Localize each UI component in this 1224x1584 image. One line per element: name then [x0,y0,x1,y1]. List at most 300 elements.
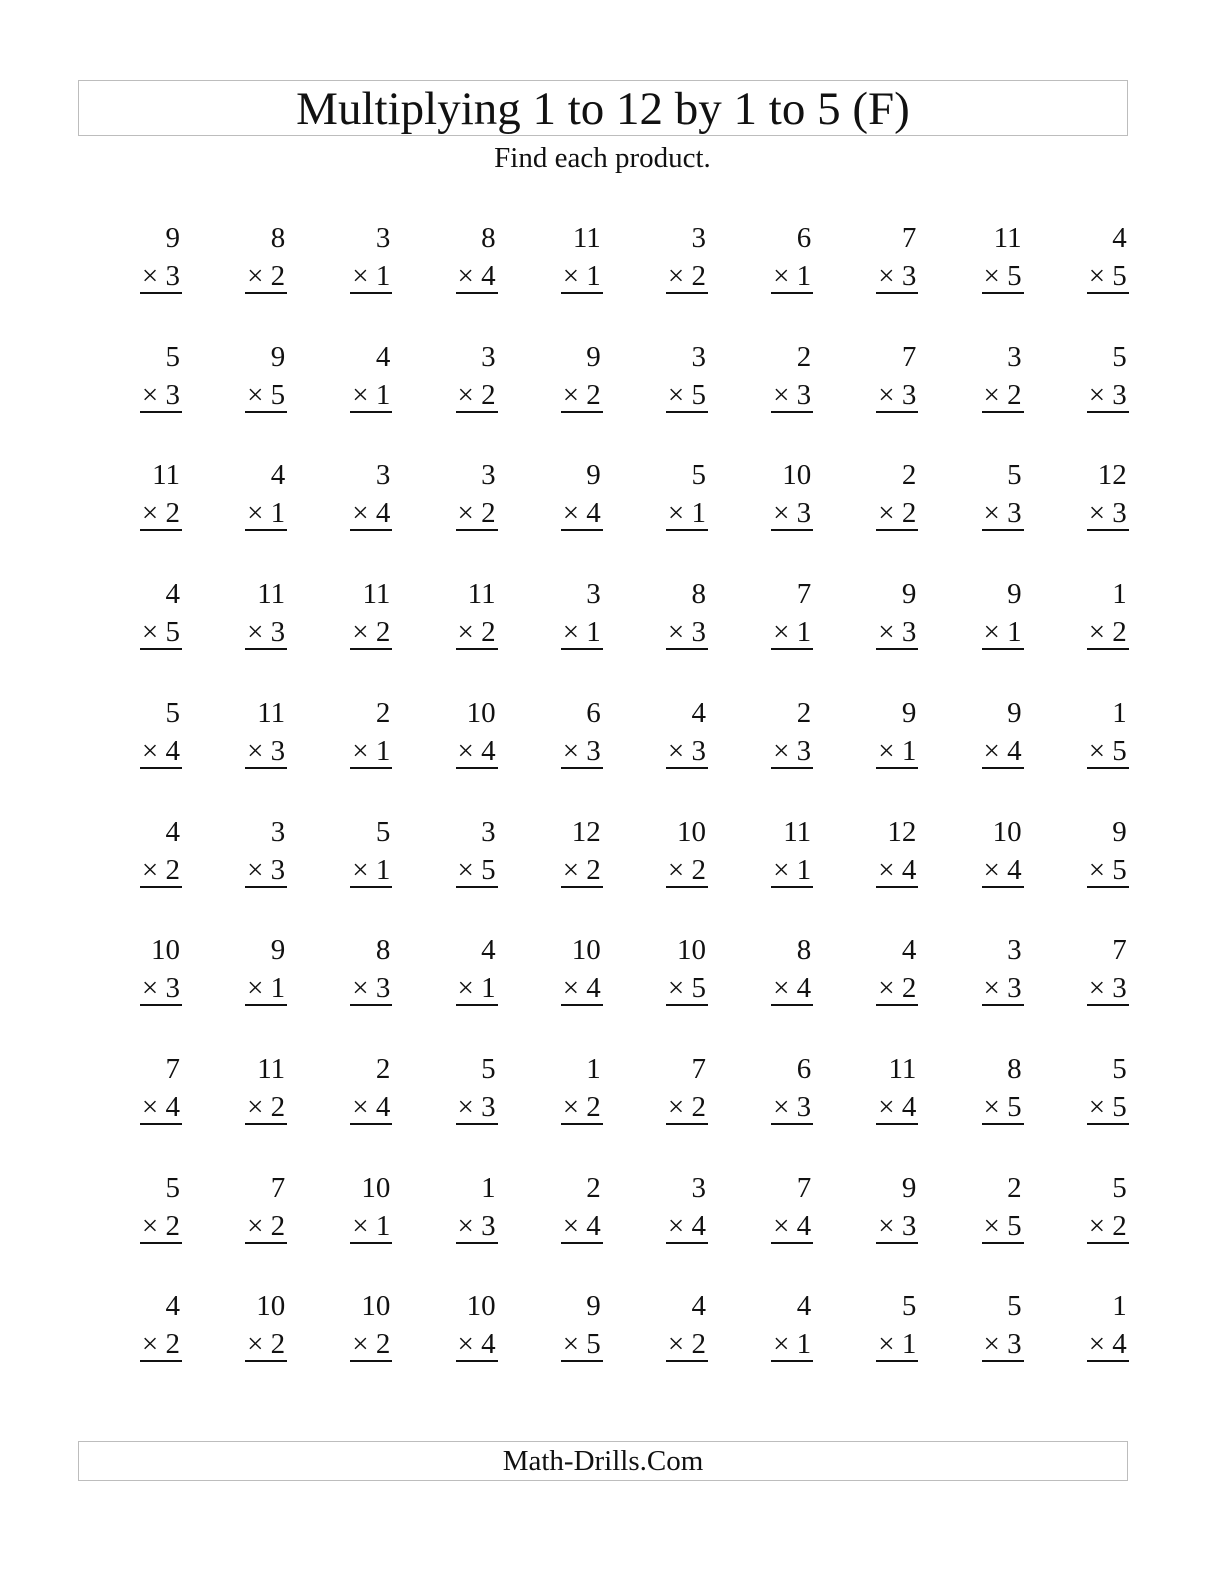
multiplier: × 5 [667,972,706,1005]
multiplicand: 7 [796,1171,812,1204]
multiplicand: 1 [1112,1290,1127,1323]
multiplier: × 4 [983,853,1022,886]
problem-item [348,934,392,1010]
problem-item [1085,1053,1129,1129]
multiplicand: 2 [375,1052,391,1085]
multiplier: × 2 [1088,1209,1127,1242]
problem-item [980,341,1024,417]
multiplier: × 3 [141,378,180,411]
multiplier: × 1 [247,497,286,530]
multiplier: × 2 [141,1328,180,1361]
problem-item [559,934,603,1010]
problem-item [1085,222,1129,298]
problem-item [664,222,708,298]
problem-item [664,1053,708,1129]
instructions: Find each product. [494,142,711,174]
footer-box [78,1441,1128,1481]
multiplicand: 3 [1007,340,1022,373]
multiplicand: 12 [1097,459,1127,492]
multiplicand: 10 [466,1290,496,1323]
footer-brand: Math-Drills.Com [502,1444,704,1477]
multiplier: × 3 [247,616,286,649]
problem-item [874,934,918,1010]
multiplicand: 10 [677,815,706,848]
multiplier: × 2 [667,1328,706,1361]
problem-item [769,934,813,1010]
multiplicand: 9 [1112,815,1127,848]
problem-item [664,578,708,654]
multiplicand: 9 [1007,696,1022,729]
multiplier: × 3 [878,260,917,292]
multiplier: × 1 [773,260,812,292]
multiplier: × 1 [352,260,391,292]
multiplicand: 7 [796,578,812,611]
problem-item [874,1172,918,1248]
multiplier: × 1 [773,1328,812,1361]
multiplicand: 5 [1112,1171,1127,1204]
problem-item [664,1172,708,1248]
problem-item [1085,934,1129,1010]
multiplier: × 5 [983,1209,1022,1242]
multiplicand: 3 [691,340,706,373]
multiplier: × 3 [773,497,812,530]
multiplicand: 11 [572,222,601,254]
multiplicand: 8 [1007,1052,1022,1085]
problem-item [454,1290,498,1366]
multiplicand: 10 [256,1290,286,1323]
problem-item [454,341,498,417]
multiplier: × 1 [562,616,601,649]
multiplicand: 5 [165,1171,180,1204]
multiplicand: 11 [467,578,496,611]
multiplicand: 2 [796,340,812,373]
multiplier: × 2 [457,378,496,411]
multiplicand: 3 [1007,934,1022,967]
problem-item [769,697,813,773]
multiplier: × 1 [878,734,917,767]
problem-item [769,1172,813,1248]
multiplicand: 3 [481,340,496,373]
multiplier: × 5 [1088,853,1127,886]
multiplicand: 10 [361,1290,391,1323]
multiplicand: 3 [691,222,706,254]
problem-item [980,459,1024,535]
multiplicand: 10 [992,815,1022,848]
multiplicand: 9 [270,340,286,373]
multiplicand: 4 [165,1290,180,1323]
problem-item [559,222,603,298]
problem-item [348,816,392,892]
problem-item [559,697,603,773]
problem-item [243,222,287,298]
multiplicand: 10 [677,934,706,967]
multiplicand: 10 [151,934,180,967]
problem-item [348,341,392,417]
multiplicand: 4 [165,578,180,611]
multiplicand: 7 [1112,934,1127,967]
problem-item [348,578,392,654]
multiplicand: 3 [481,815,496,848]
problem-item [980,1172,1024,1248]
problem-item [138,341,182,417]
problem-item [874,578,918,654]
multiplicand: 5 [1112,1052,1127,1085]
multiplicand: 10 [782,459,812,492]
multiplicand: 5 [1112,340,1127,373]
multiplier: × 2 [983,378,1022,411]
multiplicand: 8 [796,934,812,967]
multiplier: × 3 [352,972,391,1005]
multiplier: × 3 [1088,378,1127,411]
multiplicand: 1 [1112,578,1127,611]
multiplier: × 4 [562,972,601,1005]
multiplicand: 9 [901,1171,917,1204]
multiplier: × 4 [878,853,917,886]
problem-item [1085,341,1129,417]
problem-item [874,341,918,417]
multiplier: × 3 [1088,497,1127,530]
multiplier: × 2 [1088,616,1127,649]
multiplicand: 9 [165,222,180,254]
problem-item [243,1290,287,1366]
multiplicand: 9 [586,1290,601,1323]
multiplicand: 3 [270,815,286,848]
multiplier: × 5 [141,616,180,649]
problem-item [664,697,708,773]
multiplicand: 5 [1007,459,1022,492]
problem-item [980,222,1024,298]
multiplicand: 4 [691,1290,706,1323]
multiplicand: 3 [375,222,391,254]
multiplier: × 5 [1088,734,1127,767]
multiplicand: 11 [993,222,1022,254]
multiplicand: 10 [361,1171,391,1204]
multiplier: × 3 [667,734,706,767]
multiplicand: 5 [481,1052,496,1085]
multiplier: × 2 [247,1090,286,1123]
multiplier: × 2 [667,853,706,886]
multiplier: × 3 [667,616,706,649]
multiplicand: 2 [586,1171,601,1204]
multiplier: × 3 [457,1090,496,1123]
multiplicand: 4 [165,815,180,848]
problem-item [769,816,813,892]
problem-item [980,934,1024,1010]
multiplicand: 11 [257,696,286,729]
multiplier: × 5 [562,1328,601,1361]
multiplier: × 2 [457,497,496,530]
problem-item [664,341,708,417]
problem-item [243,816,287,892]
multiplicand: 6 [586,696,601,729]
problem-item [348,1290,392,1366]
multiplicand: 4 [481,934,496,967]
multiplier: × 3 [983,497,1022,530]
problem-item [769,1290,813,1366]
problem-item [1085,1172,1129,1248]
multiplier: × 2 [667,260,706,292]
multiplier: × 2 [667,1090,706,1123]
problem-item [243,1053,287,1129]
multiplier: × 4 [141,734,180,767]
multiplicand: 1 [481,1171,496,1204]
problem-item [138,816,182,892]
multiplier: × 4 [667,1209,706,1242]
problem-item [348,697,392,773]
multiplier: × 5 [247,378,286,411]
multiplier: × 1 [773,616,812,649]
multiplier: × 3 [773,378,812,411]
problem-item [769,1053,813,1129]
multiplicand: 11 [152,459,180,492]
problem-item [138,1290,182,1366]
problem-item [138,222,182,298]
multiplier: × 4 [457,734,496,767]
problem-item [559,1172,603,1248]
multiplier: × 4 [1088,1328,1127,1361]
multiplicand: 11 [362,578,391,611]
multiplicand: 9 [270,934,286,967]
multiplier: × 5 [667,378,706,411]
multiplier: × 5 [457,853,496,886]
problem-item [769,459,813,535]
multiplicand: 4 [375,340,391,373]
multiplicand: 8 [375,934,391,967]
multiplier: × 2 [562,1090,601,1123]
multiplier: × 2 [352,1328,391,1361]
multiplier: × 5 [983,260,1022,292]
problem-item [454,816,498,892]
multiplicand: 5 [1007,1290,1022,1323]
page-title: Multiplying 1 to 12 by 1 to 5 (F) [296,82,910,135]
multiplicand: 12 [887,815,917,848]
multiplier: × 1 [562,260,601,292]
problem-item [138,1053,182,1129]
problem-item [769,578,813,654]
problem-item [454,934,498,1010]
multiplicand: 9 [901,578,917,611]
problem-item [980,1053,1024,1129]
multiplicand: 9 [586,459,601,492]
multiplier: × 4 [773,1209,812,1242]
problem-item [559,459,603,535]
problem-item [243,459,287,535]
multiplier: × 4 [878,1090,917,1123]
problem-item [138,459,182,535]
multiplier: × 2 [562,378,601,411]
multiplier: × 3 [247,734,286,767]
multiplicand: 10 [571,934,601,967]
multiplicand: 3 [586,578,601,611]
problem-item [874,1290,918,1366]
problem-item [874,459,918,535]
problem-item [348,459,392,535]
multiplier: × 4 [773,972,812,1005]
problem-item [769,222,813,298]
multiplier: × 3 [457,1209,496,1242]
problem-item [559,341,603,417]
multiplicand: 2 [1007,1171,1022,1204]
multiplier: × 2 [562,853,601,886]
multiplicand: 2 [901,459,917,492]
multiplicand: 7 [901,222,917,254]
multiplier: × 5 [1088,260,1127,292]
multiplier: × 3 [983,972,1022,1005]
multiplier: × 4 [352,497,391,530]
multiplier: × 1 [352,378,391,411]
multiplier: × 3 [983,1328,1022,1361]
multiplicand: 7 [270,1171,286,1204]
multiplier: × 4 [141,1090,180,1123]
multiplier: × 2 [141,1209,180,1242]
problem-item [874,697,918,773]
multiplier: × 4 [457,260,496,292]
multiplicand: 10 [466,696,496,729]
multiplier: × 5 [1088,1090,1127,1123]
problem-item [1085,697,1129,773]
multiplier: × 1 [878,1328,917,1361]
problem-item [559,1290,603,1366]
problem-item [1085,1290,1129,1366]
multiplicand: 3 [481,459,496,492]
multiplier: × 2 [878,497,917,530]
multiplicand: 6 [796,222,812,254]
multiplier: × 1 [352,853,391,886]
multiplicand: 9 [901,696,917,729]
multiplicand: 5 [691,459,706,492]
multiplier: × 3 [773,734,812,767]
multiplicand: 3 [691,1171,706,1204]
multiplicand: 7 [901,340,917,373]
multiplicand: 12 [571,815,601,848]
multiplier: × 2 [878,972,917,1005]
multiplier: × 1 [352,1209,391,1242]
problem-item [769,341,813,417]
problem-item [874,1053,918,1129]
problem-item [874,816,918,892]
multiplier: × 3 [878,1209,917,1242]
multiplicand: 11 [783,815,812,848]
multiplier: × 1 [457,972,496,1005]
problem-item [559,816,603,892]
problem-item [664,1290,708,1366]
multiplicand: 8 [270,222,286,254]
multiplier: × 3 [141,260,180,292]
multiplier: × 4 [562,497,601,530]
problem-item [980,697,1024,773]
problem-item [138,1172,182,1248]
multiplier: × 2 [141,853,180,886]
multiplicand: 7 [691,1052,706,1085]
problem-item [243,578,287,654]
multiplier: × 1 [352,734,391,767]
problem-item [348,222,392,298]
problem-item [348,1053,392,1129]
problem-item [980,1290,1024,1366]
multiplicand: 11 [257,578,286,611]
problem-item [454,697,498,773]
multiplicand: 8 [691,578,706,611]
multiplicand: 5 [901,1290,917,1323]
multiplicand: 11 [257,1052,286,1085]
multiplier: × 2 [247,260,286,292]
problem-item [454,578,498,654]
problem-item [559,578,603,654]
multiplicand: 1 [586,1052,601,1085]
multiplicand: 6 [796,1052,812,1085]
problem-item [664,459,708,535]
multiplier: × 4 [457,1328,496,1361]
multiplicand: 3 [375,459,391,492]
multiplier: × 2 [457,616,496,649]
problem-item [454,459,498,535]
multiplier: × 3 [773,1090,812,1123]
multiplicand: 4 [1112,222,1127,254]
problem-item [1085,816,1129,892]
multiplier: × 1 [773,853,812,886]
multiplicand: 2 [796,696,812,729]
multiplier: × 4 [352,1090,391,1123]
multiplicand: 7 [165,1052,180,1085]
problem-item [138,697,182,773]
multiplier: × 3 [141,972,180,1005]
multiplier: × 3 [1088,972,1127,1005]
multiplicand: 8 [481,222,496,254]
multiplicand: 1 [1112,696,1127,729]
problem-item [454,1053,498,1129]
multiplier: × 2 [352,616,391,649]
multiplier: × 4 [983,734,1022,767]
multiplicand: 4 [901,934,917,967]
multiplicand: 9 [586,340,601,373]
multiplier: × 3 [247,853,286,886]
multiplier: × 1 [667,497,706,530]
multiplier: × 3 [878,378,917,411]
multiplicand: 5 [165,340,180,373]
multiplier: × 3 [878,616,917,649]
problem-item [559,1053,603,1129]
problem-item [1085,459,1129,535]
multiplicand: 4 [270,459,286,492]
problem-item [664,816,708,892]
multiplicand: 11 [888,1052,917,1085]
multiplicand: 5 [375,815,391,848]
multiplier: × 4 [562,1209,601,1242]
multiplier: × 2 [141,497,180,530]
problem-item [874,222,918,298]
problem-item [664,934,708,1010]
multiplier: × 2 [247,1209,286,1242]
problem-item [243,1172,287,1248]
multiplicand: 4 [691,696,706,729]
problem-item [138,578,182,654]
multiplicand: 2 [375,696,391,729]
multiplier: × 1 [983,616,1022,649]
multiplicand: 9 [1007,578,1022,611]
problem-item [243,697,287,773]
multiplicand: 4 [796,1290,812,1323]
multiplier: × 3 [562,734,601,767]
problem-item [138,934,182,1010]
problem-item [1085,578,1129,654]
problem-item [980,816,1024,892]
problem-item [454,222,498,298]
multiplier: × 5 [983,1090,1022,1123]
problem-item [348,1172,392,1248]
problem-item [243,341,287,417]
multiplier: × 1 [247,972,286,1005]
multiplier: × 2 [247,1328,286,1361]
